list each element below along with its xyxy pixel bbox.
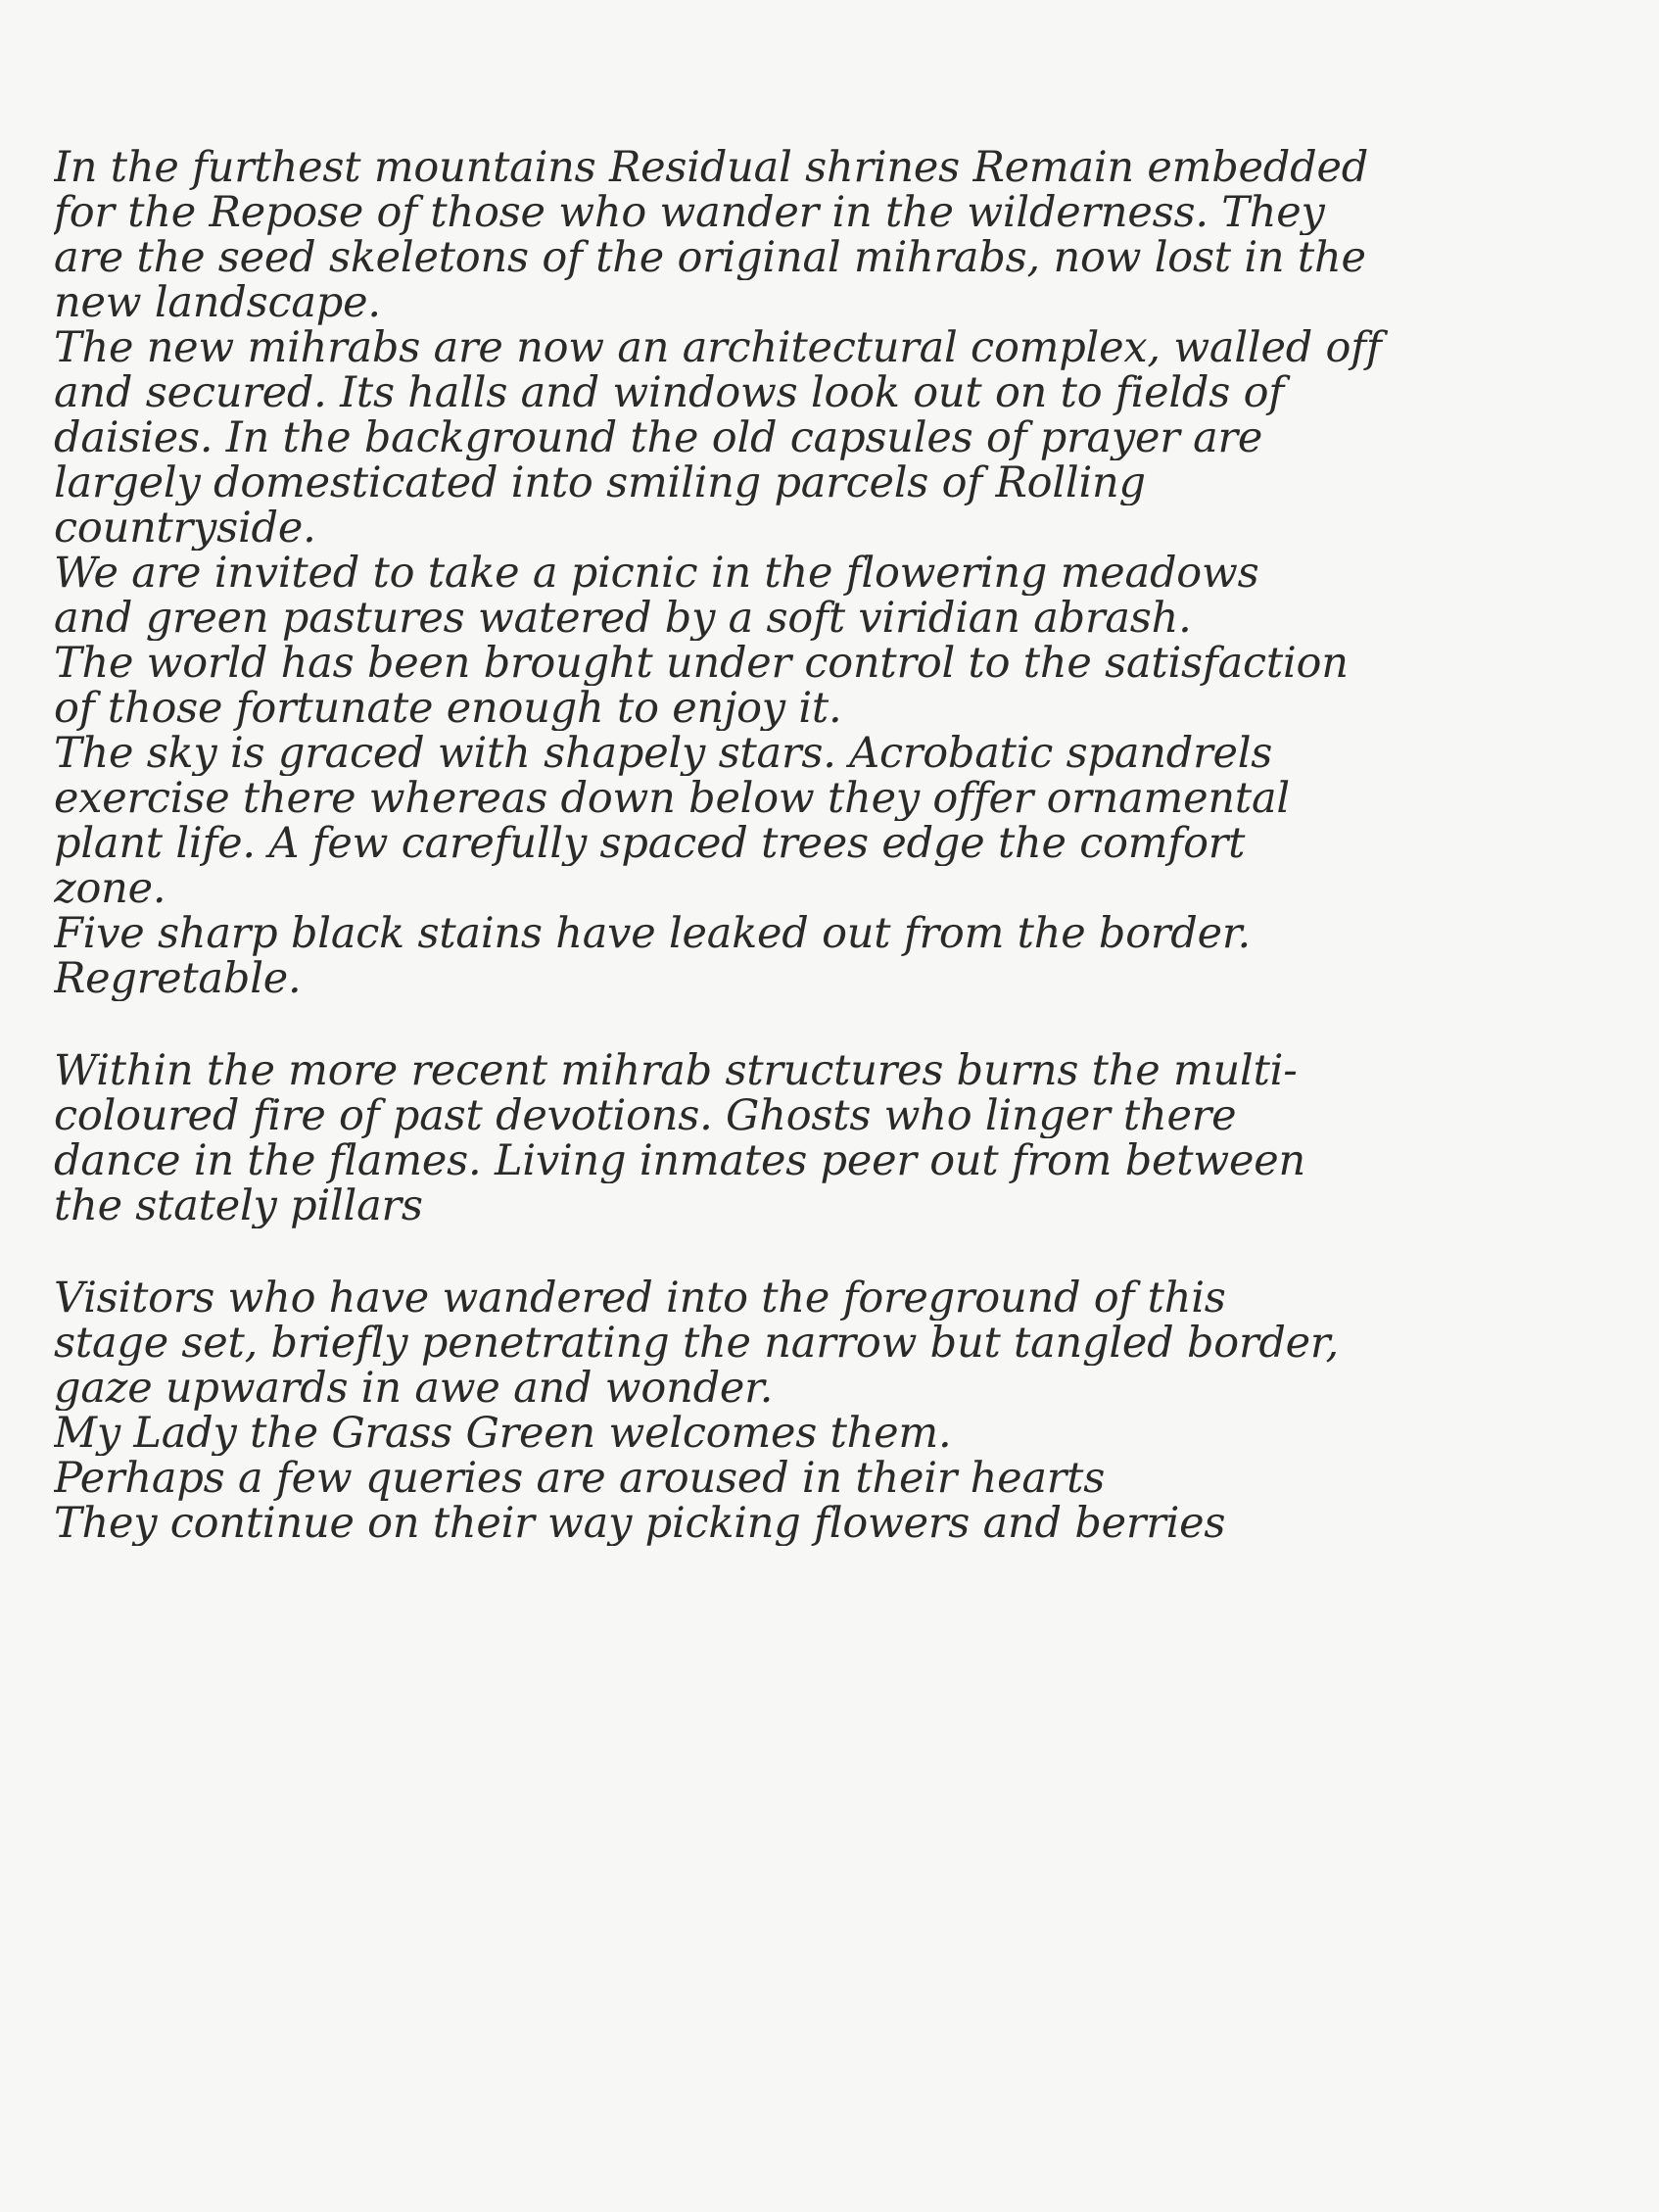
text-line: largely domesticated into smiling parcels of Rolling xyxy=(54,460,1146,505)
paragraph-picnic xyxy=(54,551,1600,641)
text-line: coloured fire of past devotions. Ghosts who linger there xyxy=(54,1093,1237,1138)
text-line: daisies. In the background the old capsules of prayer are xyxy=(54,415,1263,460)
text-line: The new mihrabs are now an architectural complex, walled off xyxy=(54,325,1382,370)
paragraph-gap xyxy=(54,1228,1600,1275)
paragraph-lady-grass-green xyxy=(54,1411,1600,1456)
text-line: stage set, briefly penetrating the narrow but tangled border, xyxy=(54,1321,1340,1366)
paragraph-recent-mihrab xyxy=(54,1048,1600,1228)
text-line: The sky is graced with shapely stars. Acrobatic spandrels xyxy=(54,731,1273,776)
paragraph-visitors xyxy=(54,1275,1600,1411)
paragraph-sky-stars xyxy=(54,731,1600,911)
text-line: for the Repose of those who wander in the wilderness. They xyxy=(54,190,1325,235)
text-line: zone. xyxy=(54,866,166,911)
text-line: exercise there whereas down below they offer ornamental xyxy=(54,776,1290,821)
text-line: We are invited to take a picnic in the flowering meadows xyxy=(54,551,1259,596)
text-line: plant life. A few carefully spaced trees edge the comfort xyxy=(54,821,1246,866)
paragraph-black-stains xyxy=(54,911,1600,1001)
text-line: My Lady the Grass Green welcomes them. xyxy=(54,1411,952,1456)
text-line: They continue on their way picking flowers and berries xyxy=(54,1501,1226,1546)
text-line: of those fortunate enough to enjoy it. xyxy=(54,686,842,731)
paragraph-world-control xyxy=(54,641,1600,731)
text-line: Five sharp black stains have leaked out from the border. xyxy=(54,911,1251,956)
text-line: are the seed skeletons of the original mihrabs, now lost in the xyxy=(54,235,1366,280)
text-line: The world has been brought under control to the satisfaction xyxy=(54,641,1349,686)
text-line: the stately pillars xyxy=(54,1183,423,1228)
paragraph-new-mihrabs xyxy=(54,325,1600,551)
text-line: Perhaps a few queries are aroused in their hearts xyxy=(54,1456,1106,1501)
paragraph-gap xyxy=(54,1001,1600,1048)
text-line: and secured. Its halls and windows look out on to fields of xyxy=(54,370,1284,415)
text-line: Within the more recent mihrab structures burns the multi- xyxy=(54,1048,1298,1093)
text-line: gaze upwards in awe and wonder. xyxy=(54,1366,774,1411)
text-line: countryside. xyxy=(54,505,316,551)
text-line: In the furthest mountains Residual shrines Remain embedded xyxy=(54,145,1369,190)
text-line: Regretable. xyxy=(54,956,302,1001)
text-line: dance in the flames. Living inmates peer out from between xyxy=(54,1138,1305,1183)
text-line: new landscape. xyxy=(54,280,381,325)
paragraph-residual-shrines xyxy=(54,145,1600,325)
paragraph-queries xyxy=(54,1456,1600,1546)
text-line: Visitors who have wandered into the foreground of this xyxy=(54,1275,1226,1321)
text-line: and green pastures watered by a soft viridian abrash. xyxy=(54,596,1192,641)
